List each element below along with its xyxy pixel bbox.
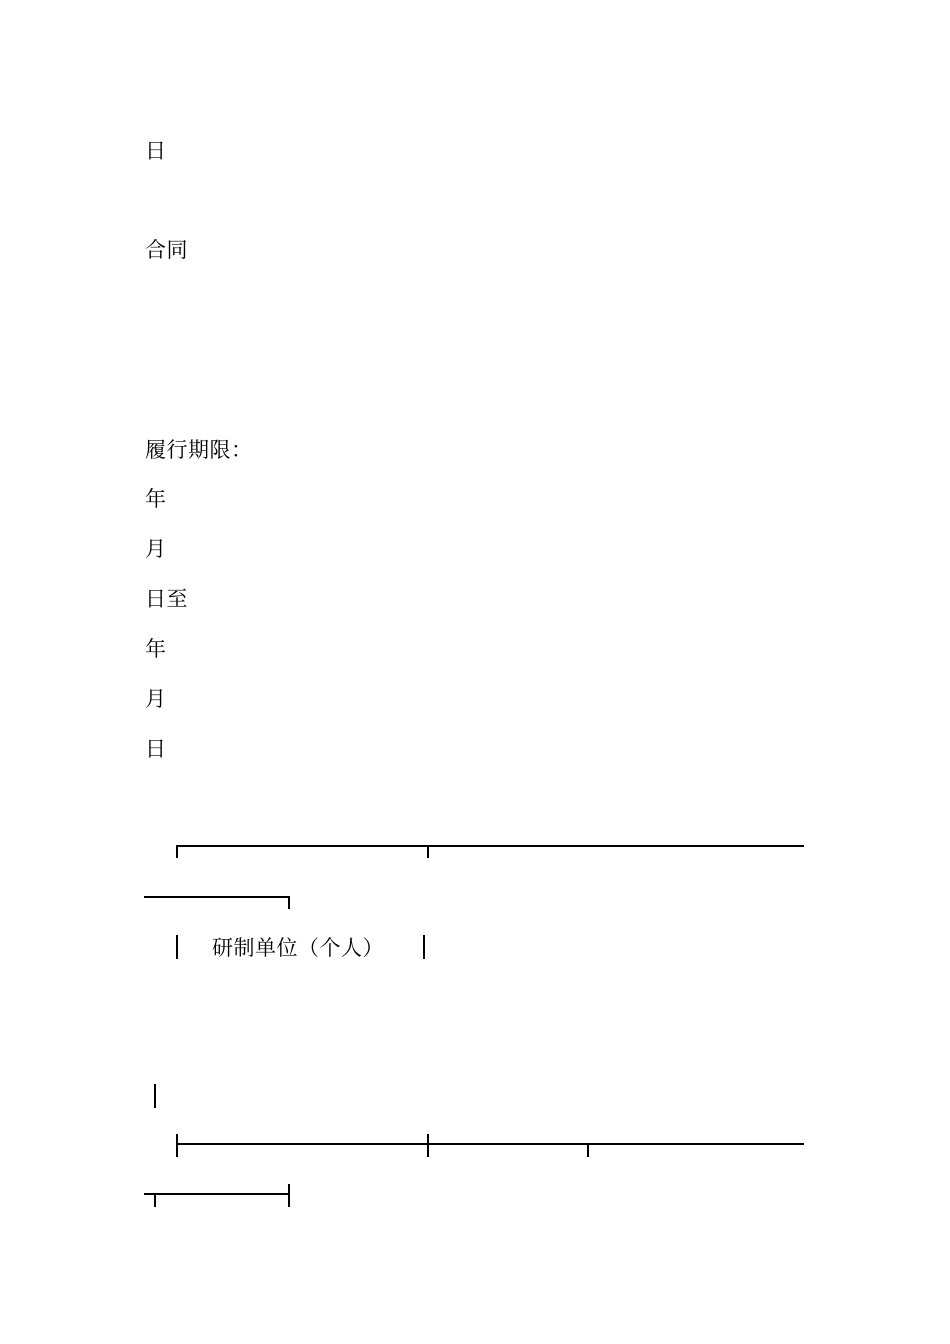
contract-text: 合同 <box>145 238 188 262</box>
developer-label: 研制单位（个人） <box>212 936 384 960</box>
year-text: 年 <box>145 487 167 511</box>
year-text-2: 年 <box>145 637 167 661</box>
month-text: 月 <box>145 537 167 561</box>
day-text: 日 <box>145 139 167 163</box>
month-text-2: 月 <box>145 687 167 711</box>
day-to-text: 日至 <box>145 587 188 611</box>
term-label: 履行期限： <box>145 438 253 462</box>
day-text-2: 日 <box>145 737 167 761</box>
